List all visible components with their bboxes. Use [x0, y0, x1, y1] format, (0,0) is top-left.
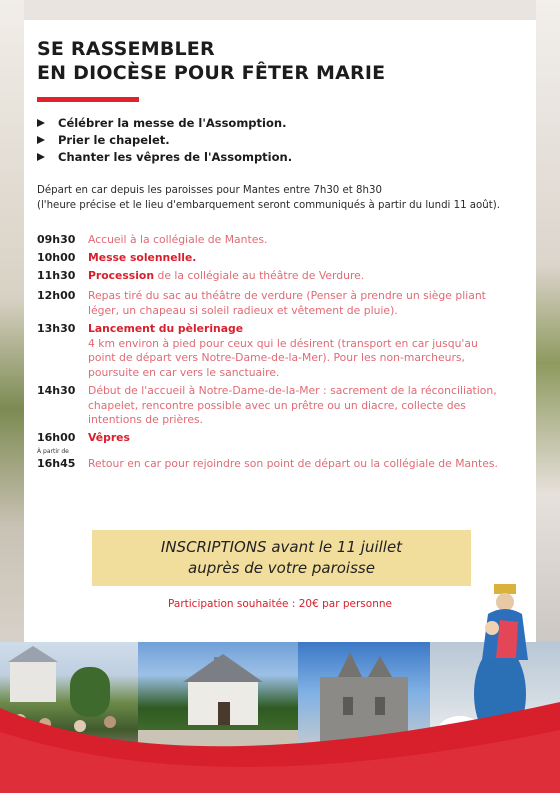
goal-item	[37, 116, 292, 133]
goal-text: Prier le chapelet.	[58, 133, 170, 147]
statue-figure-icon	[470, 580, 540, 660]
schedule	[37, 233, 507, 484]
schedule-time-prefix: À partir de	[37, 448, 69, 455]
schedule-description	[88, 233, 507, 248]
schedule-text: Accueil à la collégiale de Mantes.	[88, 233, 268, 246]
schedule-row	[37, 450, 507, 484]
schedule-highlight: Procession	[88, 269, 155, 282]
background-right-photo	[536, 0, 560, 660]
schedule-text: de la collégiale au théâtre de Verdure.	[154, 269, 365, 282]
inscriptions-banner	[92, 530, 471, 586]
inscriptions-line-2: auprès de votre paroisse	[188, 559, 375, 577]
schedule-time: 16h00	[37, 431, 76, 444]
title-line-1: SE RASSEMBLER	[37, 38, 215, 60]
schedule-row	[37, 431, 507, 450]
departure-info	[37, 183, 537, 213]
schedule-text: Retour en car pour rejoindre son point de départ ou la collégiale de Mantes.	[88, 457, 498, 470]
inscriptions-line-1: INSCRIPTIONS avant le 11 juillet	[160, 538, 403, 556]
departure-line-1: Départ en car depuis les paroisses pour Mantes entre 7h30 et 8h30	[37, 185, 382, 196]
background-left-photo	[0, 0, 24, 660]
schedule-row	[37, 322, 507, 384]
departure-line-2: (l'heure précise et le lieu d'embarquement seront communiqués à partir du lundi 11 août).	[37, 200, 500, 211]
goal-text: Chanter les vêpres de l'Assomption.	[58, 150, 293, 164]
schedule-row	[37, 251, 507, 269]
red-wave-decoration	[0, 690, 560, 793]
schedule-time: 14h30	[37, 384, 76, 397]
goals-list	[37, 116, 292, 167]
schedule-description	[88, 450, 507, 472]
schedule-row	[37, 384, 507, 431]
schedule-row	[37, 289, 507, 322]
schedule-time: 13h30	[37, 322, 76, 335]
triangle-bullet-icon	[37, 153, 45, 161]
participation-fee: Participation souhaitée : 20€ par personne	[168, 598, 392, 610]
schedule-highlight: Lancement du pèlerinage	[88, 322, 244, 335]
schedule-time: 09h30	[37, 233, 76, 246]
schedule-description	[88, 269, 507, 284]
schedule-time: 12h00	[37, 289, 76, 302]
schedule-description	[88, 289, 507, 318]
schedule-highlight: Vêpres	[88, 431, 130, 444]
schedule-text: 4 km environ à pied pour ceux qui le désirent (transport en car jusqu'au point de départ vers Notre-Dame-de-la-Mer). Pour les non-marcheurs, poursuite en car vers le sanctuaire.	[88, 336, 478, 379]
goal-item	[37, 150, 292, 167]
schedule-text: Repas tiré du sac au théâtre de verdure (Penser à prendre un siège pliant léger, un chapeau si soleil radieux et vêtement de pluie).	[88, 289, 486, 317]
schedule-description	[88, 431, 507, 446]
triangle-bullet-icon	[37, 119, 45, 127]
page-title	[37, 37, 385, 85]
schedule-time: 10h00	[37, 251, 76, 264]
goal-item	[37, 133, 292, 150]
triangle-bullet-icon	[37, 136, 45, 144]
schedule-description	[88, 384, 507, 428]
schedule-time: 16h45	[37, 457, 76, 470]
schedule-time: 11h30	[37, 269, 76, 282]
goal-text: Célébrer la messe de l'Assomption.	[58, 116, 287, 130]
title-underline	[37, 97, 139, 102]
title-line-2: EN DIOCÈSE POUR FÊTER MARIE	[37, 62, 386, 84]
schedule-highlight: Messe solennelle.	[88, 251, 197, 264]
schedule-row	[37, 269, 507, 289]
schedule-description	[88, 251, 507, 266]
schedule-description	[88, 322, 507, 380]
schedule-row	[37, 233, 507, 251]
schedule-text: Début de l'accueil à Notre-Dame-de-la-Mer : sacrement de la réconciliation, chapelet, rencontre possible avec un prêtre ou un diacre, collecte des intentions de prières.	[88, 384, 497, 427]
